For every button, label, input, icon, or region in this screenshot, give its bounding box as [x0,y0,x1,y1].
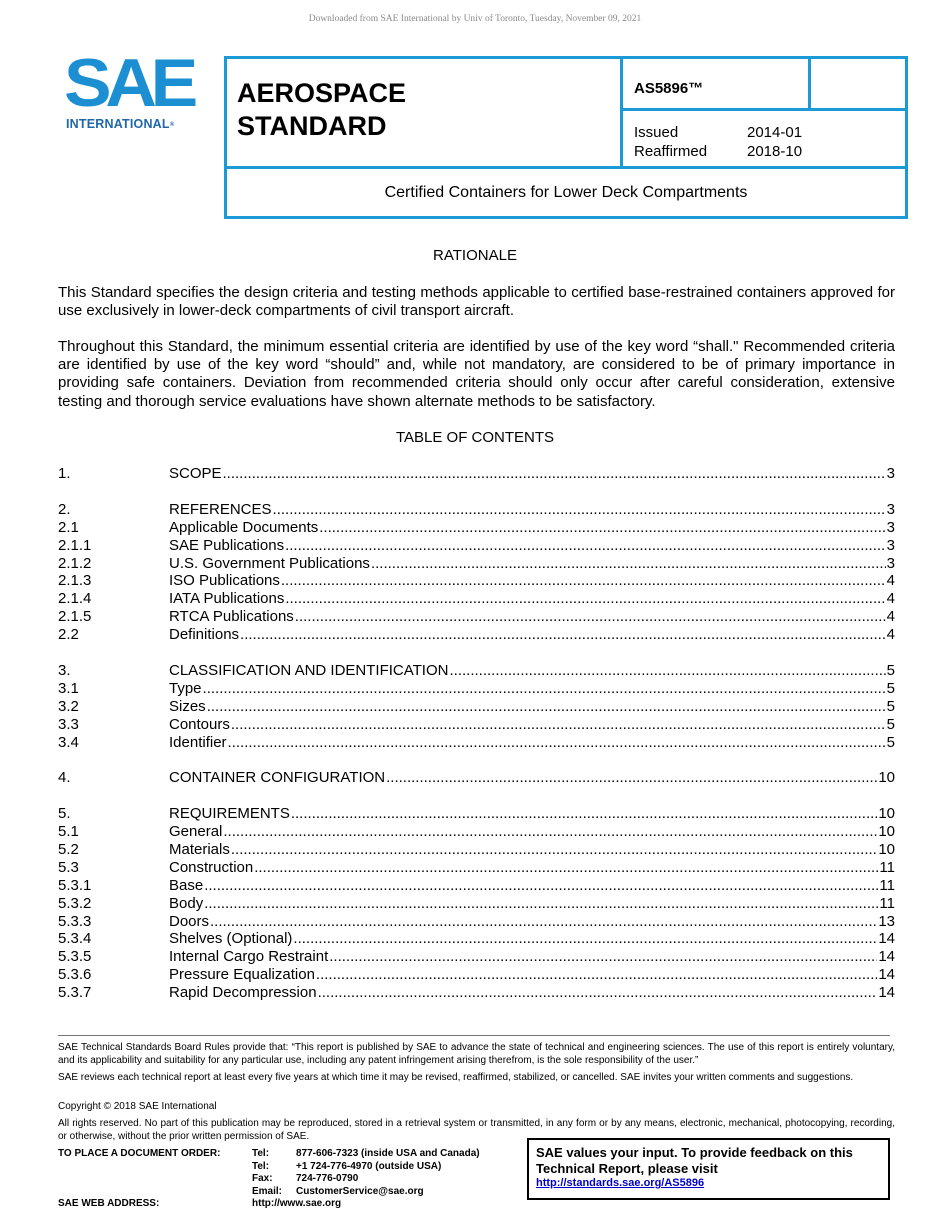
toc-number: 2.1.1 [58,536,92,554]
toc-title: Sizes [169,697,206,715]
toc-row[interactable] [58,501,895,519]
toc-page: 14 [878,930,895,948]
doc-type: AEROSPACE STANDARD [237,78,407,141]
footer-rights: All rights reserved. No part of this publication may be reproduced, stored in a retrieval system or transmitted, in any form or by any means, electronic, mechanical, photocopying, recording, or otherwise, without the prior written permission of SAE. [58,1118,895,1142]
toc-title: Contours [169,715,230,733]
toc-row[interactable] [58,984,895,1002]
toc-leader [204,895,878,913]
toc-page: 10 [878,769,895,787]
toc-leader [319,519,885,537]
toc-row[interactable] [58,913,895,931]
toc-title: Pressure Equalization [169,966,315,984]
toc-title: REFERENCES [169,500,272,518]
footer-review: SAE reviews each technical report at least every five years at which time it may be revised, reaffirmed, stabilized, or cancelled. SAE invites your written comments and suggestions. [58,1072,854,1083]
toc-title: General [169,823,223,840]
toc-leader [285,590,885,608]
toc-title: Base [169,876,204,894]
logo-subtext: INTERNATIONAL® [66,117,175,131]
toc-row[interactable] [58,590,895,608]
toc-title: Internal Cargo Restraint [169,948,329,966]
toc-title: Identifier [169,733,227,751]
toc-number: 5.3.3 [58,912,92,930]
toc-page: 11 [879,858,895,876]
rationale-paragraph-1: This Standard specifies the design criteria and testing methods applicable to certified base-restrained containers approved for use exclusively in lower-deck compartments of civil transport aircraft. [58,284,895,320]
toc-number: 2.2 [58,626,79,644]
toc-row[interactable] [58,859,895,877]
toc-number: 2.1 [58,518,79,536]
toc-page: 10 [878,840,895,858]
toc-row[interactable] [58,626,895,644]
rationale-heading: RATIONALE [433,247,517,264]
toc-leader [318,984,878,1002]
issue-dates: Issued 2014-01 Reaffirmed 2018-10 [634,124,803,160]
toc-row[interactable] [58,465,895,483]
toc-leader [273,501,886,519]
toc-number: 5.3.6 [58,966,92,984]
toc-page: 4 [886,572,895,590]
toc-row[interactable] [58,895,895,913]
toc-leader [295,608,886,626]
toc-page: 3 [886,465,895,482]
toc-leader [223,823,877,841]
toc-row[interactable] [58,877,895,895]
logo-mark: SAE [64,45,192,121]
phone-inside-usa: 877-606-7323 (inside USA and Canada) [296,1148,480,1159]
standard-number: AS5896™ [634,80,704,97]
toc-title: Type [169,679,202,697]
rationale-paragraph-2: Throughout this Standard, the minimum essential criteria are identified by use of the key word “shall." Recommended criteria are identified by use of the key word “should” and, while not mandatory, are considered to be of primary importance in providing safe containers. Deviation from recommended criteria should only occur after careful consideration, extensive testing and thorough service evaluations have shown alternate methods to be satisfactory. [58,338,895,410]
toc-leader [231,716,886,734]
toc-number: 5.2 [58,840,79,858]
toc-number: 3.1 [58,679,79,697]
fax-number: 724-776-0790 [296,1173,359,1185]
email-address[interactable]: CustomerService@sae.org [296,1185,424,1197]
toc-number: 5.3.5 [58,948,92,966]
toc-leader [223,465,886,483]
toc-leader [291,805,877,823]
toc-number: 5.3 [58,858,79,876]
toc-number: 5.3.7 [58,984,92,1002]
web-address[interactable]: http://www.sae.org [252,1198,342,1210]
toc-leader [204,877,878,895]
toc-row[interactable] [58,930,895,948]
toc-page: 10 [878,805,895,823]
toc-leader [254,859,878,877]
toc-page: 11 [879,876,895,894]
toc-row[interactable] [58,805,895,823]
toc-title: Shelves (Optional) [169,930,293,948]
toc-row[interactable] [58,572,895,590]
feedback-box [527,1138,890,1200]
toc-page: 14 [878,984,895,1002]
toc-page: 5 [886,661,895,679]
toc-row[interactable] [58,948,895,966]
toc-number: 4. [58,769,71,787]
toc-number: 3.2 [58,697,79,715]
toc-leader [228,734,886,752]
toc-row[interactable] [58,769,895,787]
header-box [224,56,908,219]
toc-title: ISO Publications [169,572,280,590]
web-label: SAE WEB ADDRESS: [58,1198,160,1209]
toc-number: 5.3.4 [58,930,92,948]
toc-leader [329,948,877,966]
toc-row[interactable] [58,734,895,752]
phone-outside-usa: +1 724-776-4970 (outside USA) [296,1160,442,1172]
toc-title: SCOPE [169,465,222,482]
footer-copyright: Copyright © 2018 SAE International [58,1101,217,1112]
toc-title: Materials [169,840,230,858]
sae-logo [64,45,194,134]
toc-row[interactable] [58,841,895,859]
toc-leader [231,841,877,859]
toc-page: 11 [879,894,895,912]
toc-number: 3. [58,661,71,679]
toc-page: 5 [886,715,895,733]
toc-page: 5 [886,679,895,697]
toc-title: Applicable Documents [169,518,319,536]
toc-page: 13 [878,912,895,930]
toc-row[interactable] [58,823,895,841]
toc-row[interactable] [58,662,895,680]
toc-number: 3.4 [58,733,79,751]
footer-divider [58,1035,890,1036]
toc-page: 3 [886,536,895,554]
toc-page: 4 [886,626,895,644]
footer-rules: SAE Technical Standards Board Rules provide that: “This report is published by SAE to advance the state of technical and engineering sciences. The use of this report is entirely voluntary, and its applicability and suitability for any particular use, including any patent infringement arising therefrom, is the sole responsibility of the user.” [58,1042,895,1066]
toc-row[interactable] [58,608,895,626]
toc-leader [207,698,886,716]
toc-row[interactable] [58,698,895,716]
toc-row[interactable] [58,519,895,537]
toc-number: 2. [58,500,71,518]
toc-leader [210,913,877,931]
toc-leader [203,680,886,698]
toc-title: CONTAINER CONFIGURATION [169,769,386,787]
toc-title: RTCA Publications [169,608,294,626]
toc-leader [386,769,877,787]
toc-leader [371,555,886,573]
order-label: TO PLACE A DOCUMENT ORDER: [58,1148,221,1159]
toc-number: 2.1.3 [58,572,92,590]
toc-leader [240,626,886,644]
toc-leader [281,572,886,590]
toc-row[interactable] [58,537,895,555]
document-title: Certified Containers for Lower Deck Compartments [384,183,748,201]
feedback-link[interactable]: http://standards.sae.org/AS5896 [536,1177,705,1189]
toc-row[interactable] [58,680,895,698]
toc-number: 5.1 [58,823,79,840]
toc-leader [293,930,877,948]
toc-title: Rapid Decompression [169,984,317,1002]
toc-title: Construction [169,858,254,876]
toc-page: 5 [886,733,895,751]
toc-page: 3 [886,554,895,572]
feedback-text: SAE values your input. To provide feedback on this Technical Report, please visit [536,1145,853,1176]
toc-heading: TABLE OF CONTENTS [395,429,555,446]
toc-number: 2.1.4 [58,590,92,608]
toc-number: 2.1.5 [58,608,92,626]
toc-row[interactable] [58,966,895,984]
order-info: TO PLACE A DOCUMENT ORDER: SAE WEB ADDRESS: Tel: 877-606-7323 (inside USA and Canada) Tel: +1 724-776-4970 (outside USA) Fax: 724-776-0790 Email: CustomerService@sae.org http://www.sae.org [58,1148,480,1210]
toc-title: CLASSIFICATION AND IDENTIFICATION [169,661,449,679]
toc-page: 4 [886,608,895,626]
toc-title: Doors [169,912,210,930]
toc-title: U.S. Government Publications [169,554,370,572]
toc-page: 14 [878,966,895,984]
toc-title: IATA Publications [169,590,285,608]
toc-page: 14 [878,948,895,966]
toc-title: SAE Publications [169,536,285,554]
toc-title: Body [169,894,204,912]
toc-row[interactable] [58,555,895,573]
toc-row[interactable] [58,716,895,734]
toc-leader [285,537,886,555]
toc-number: 5. [58,805,71,823]
toc-title: Definitions [169,626,240,644]
toc-page: 3 [886,518,895,536]
download-note: Downloaded from SAE International by Univ of Toronto, Tuesday, November 09, 2021 [308,14,642,24]
toc-page: 4 [886,590,895,608]
toc-number: 1. [58,465,71,482]
toc-page: 3 [886,500,895,518]
toc-number: 2.1.2 [58,554,92,572]
toc-leader [316,966,877,984]
toc-number: 5.3.2 [58,894,92,912]
toc-title: REQUIREMENTS [169,805,290,823]
toc-page: 5 [886,697,895,715]
toc-leader [449,662,885,680]
toc-number: 5.3.1 [58,876,92,894]
toc-page: 10 [878,823,895,840]
toc-number: 3.3 [58,715,79,733]
